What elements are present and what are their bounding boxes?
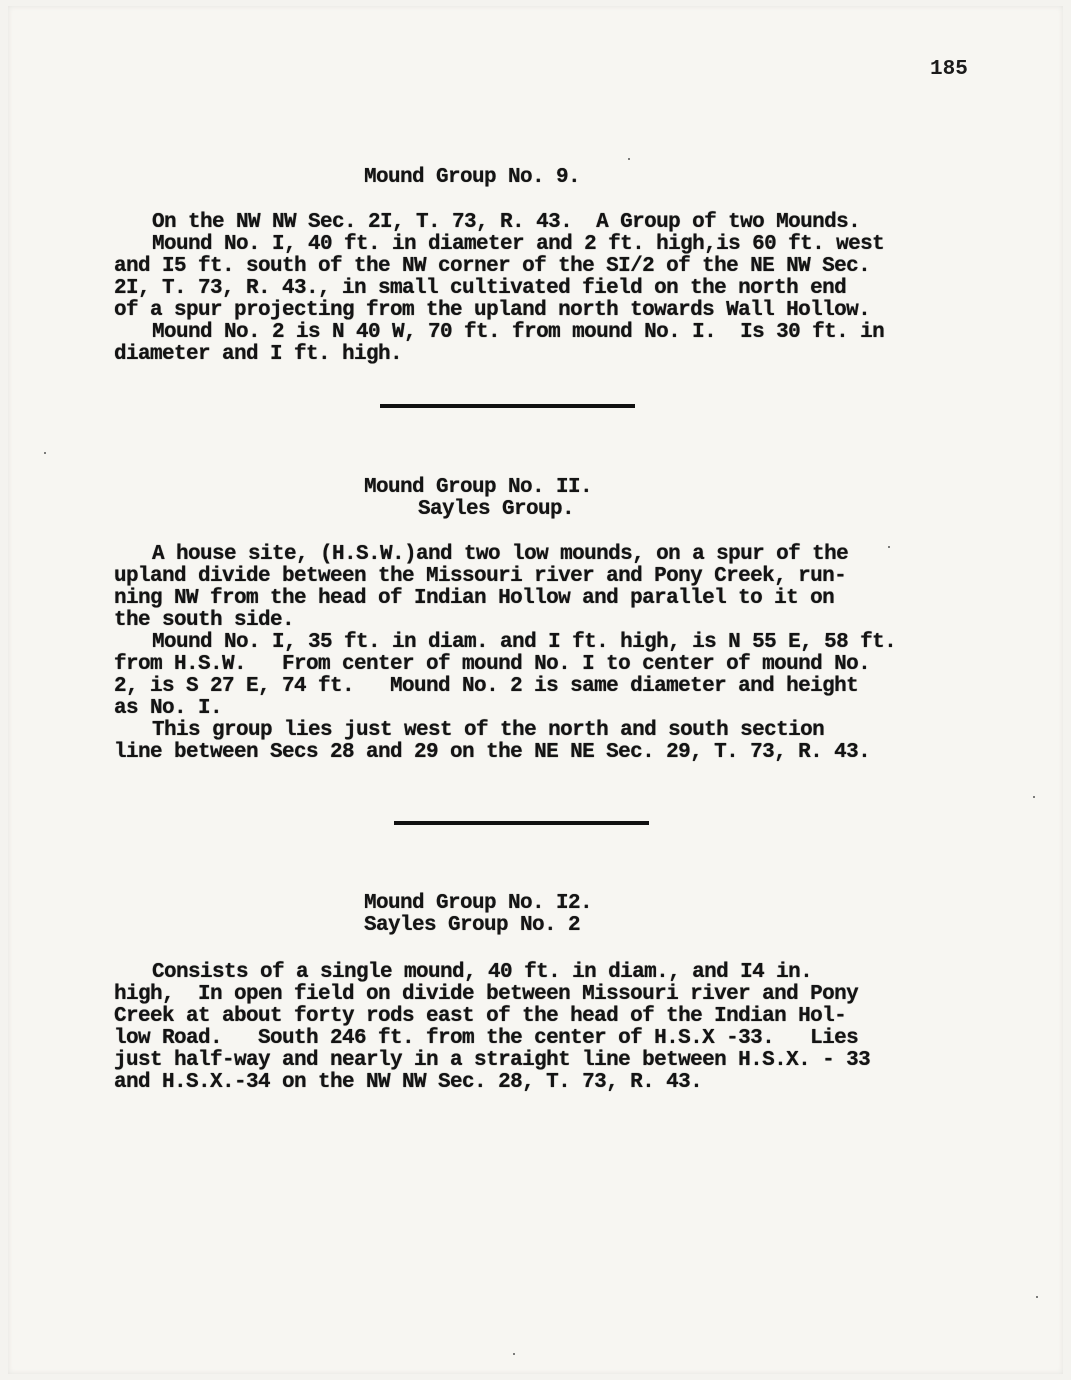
document-page (8, 6, 1063, 1374)
section-2-line-9: This group lies just west of the north and south section (152, 719, 825, 742)
section-3-line-2: high, In open field on divide between Missouri river and Pony (114, 983, 859, 1006)
section-1-line-5: of a spur projecting from the upland north towards Wall Hollow. (114, 299, 871, 322)
section-1-title: Mound Group No. 9. (364, 166, 581, 189)
scan-speck (1033, 796, 1035, 798)
section-1-line-1: On the NW NW Sec. 2I, T. 73, R. 43. A Group of two Mounds. (152, 211, 861, 234)
page-number: 185 (930, 58, 968, 81)
scan-speck (44, 452, 46, 454)
section-1-line-6: Mound No. 2 is N 40 W, 70 ft. from mound No. I. Is 30 ft. in (152, 321, 885, 344)
section-1-line-7: diameter and I ft. high. (114, 343, 403, 366)
section-divider-1 (380, 404, 635, 408)
section-3-line-3: Creek at about forty rods east of the head of the Indian Hol- (114, 1005, 847, 1028)
section-2-line-5: Mound No. I, 35 ft. in diam. and I ft. high, is N 55 E, 58 ft. (152, 631, 897, 654)
section-2-line-8: as No. I. (114, 697, 223, 720)
scan-speck (513, 1353, 515, 1355)
scan-speck (1036, 1296, 1038, 1298)
scan-speck (628, 158, 630, 160)
section-3-line-1: Consists of a single mound, 40 ft. in diam., and I4 in. (152, 961, 813, 984)
section-3-title: Mound Group No. I2. (364, 892, 593, 915)
section-2-line-7: 2, is S 27 E, 74 ft. Mound No. 2 is same diameter and height (114, 675, 859, 698)
section-1-line-2: Mound No. I, 40 ft. in diameter and 2 ft. high,is 60 ft. west (152, 233, 885, 256)
section-2-line-4: the south side. (114, 609, 295, 632)
section-3-line-5: just half-way and nearly in a straight line between H.S.X. - 33 (114, 1049, 871, 1072)
section-3-line-4: low Road. South 246 ft. from the center of H.S.X -33. Lies (114, 1027, 859, 1050)
section-3-line-6: and H.S.X.-34 on the NW NW Sec. 28, T. 73, R. 43. (114, 1071, 703, 1094)
section-2-line-2: upland divide between the Missouri river and Pony Creek, run- (114, 565, 847, 588)
section-2-line-1: A house site, (H.S.W.)and two low mounds, on a spur of the (152, 543, 849, 566)
section-2-line-3: ning NW from the head of Indian Hollow and parallel to it on (114, 587, 835, 610)
scan-speck (888, 546, 890, 548)
section-2-line-6: from H.S.W. From center of mound No. I to center of mound No. (114, 653, 871, 676)
section-2-line-10: line between Secs 28 and 29 on the NE NE Sec. 29, T. 73, R. 43. (114, 741, 871, 764)
section-3-subtitle: Sayles Group No. 2 (364, 914, 581, 937)
section-1-line-4: 2I, T. 73, R. 43., in small cultivated field on the north end (114, 277, 847, 300)
section-2-title: Mound Group No. II. (364, 476, 593, 499)
section-divider-2 (394, 821, 649, 825)
section-1-line-3: and I5 ft. south of the NW corner of the SI/2 of the NE NW Sec. (114, 255, 871, 278)
section-2-subtitle: Sayles Group. (418, 498, 575, 521)
